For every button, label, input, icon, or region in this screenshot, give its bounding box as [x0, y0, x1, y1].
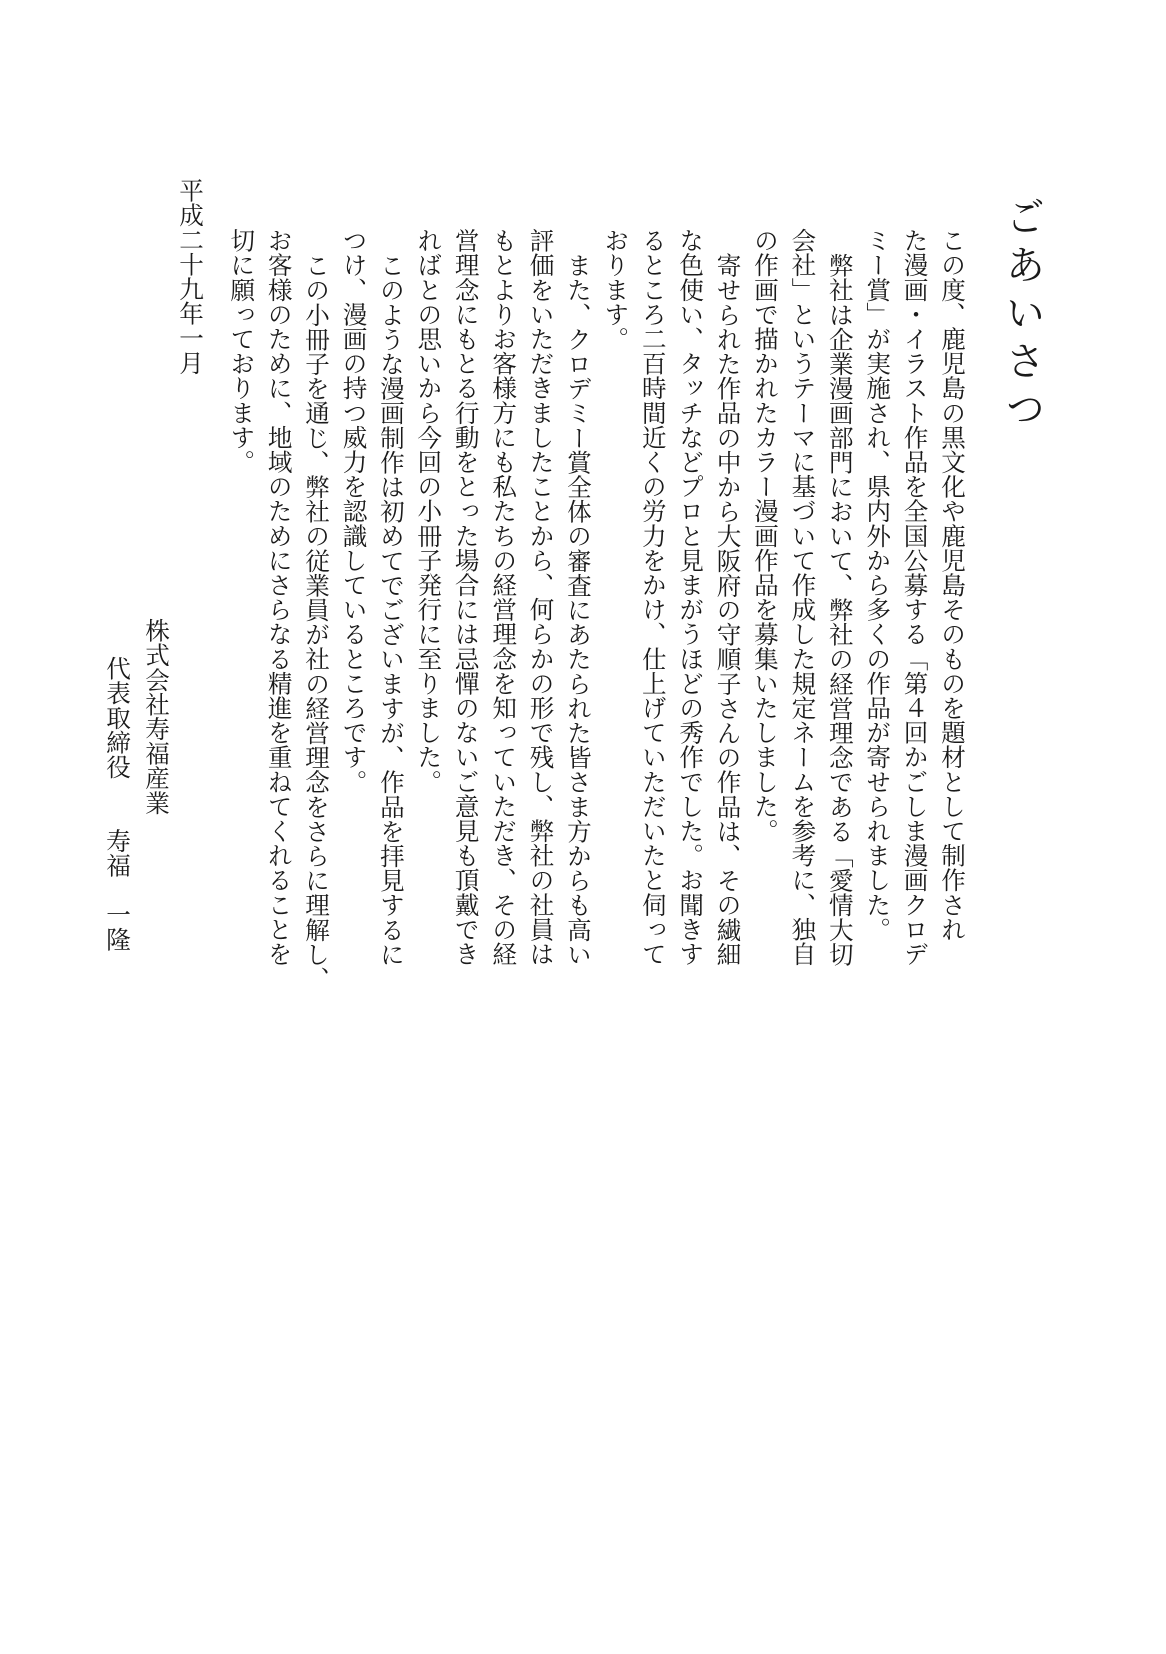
body-line: 切に願っております。	[227, 228, 257, 474]
signature	[98, 618, 176, 951]
body-line: 評価をいただきましたことから、何らかの形で残し、弊社の社員は	[526, 228, 556, 966]
body-line: な色使い、タッチなどプロと見まがうほどの秀作でした。お聞きす	[676, 228, 706, 966]
body-line: の作画で描かれたカラー漫画作品を募集いたしました。	[750, 228, 780, 843]
body-line: た漫画・イラスト作品を全国公募する「第４回かごしま漫画クロデ	[900, 228, 930, 966]
body-line: お客様のために、地域のためにさらなる精進を重ねてくれることを	[264, 228, 294, 966]
body-line: ればとの思いから今回の小冊子発行に至りました。	[414, 228, 444, 794]
body-text	[223, 228, 971, 991]
body-line: 寄せられた作品の中から大阪府の守順子さんの作品は、その繊細	[713, 252, 743, 966]
body-line: もとよりお客様方にも私たちの経営理念を知っていただき、その経	[489, 228, 519, 966]
body-line: るところ二百時間近くの労力をかけ、仕上げていただいたと伺って	[638, 228, 668, 966]
body-line: 弊社は企業漫画部門において、弊社の経営理念である「愛情大切	[825, 252, 855, 966]
representative-line	[98, 618, 137, 951]
body-line: おります。	[601, 228, 631, 351]
body-line: この度、鹿児島の黒文化や鹿児島そのものを題材として制作され	[938, 228, 967, 942]
page-title: ごあいさつ	[999, 196, 1045, 436]
body-line: つけ、漫画の持つ威力を認識しているところです。	[339, 228, 369, 794]
representative-title: 代表取締役	[103, 656, 132, 779]
company-name: 株式会社寿福産業	[142, 618, 171, 815]
body-line: ミー賞」が実施され、県内外から多くの作品が寄せられました。	[863, 228, 893, 942]
body-line: 営理念にもとる行動をとった場合には忌憚のないご意見も頂戴でき	[451, 228, 481, 966]
representative-name: 寿福 一隆	[103, 828, 132, 952]
body-line: この小冊子を通じ、弊社の従業員が社の経営理念をさらに理解し、	[302, 252, 332, 991]
body-line: また、クロデミー賞全体の審査にあたられた皆さま方からも高い	[563, 252, 593, 966]
date: 平成二十九年一月	[176, 178, 205, 375]
body-line: このような漫画制作は初めてでございますが、作品を拝見するに	[376, 252, 406, 966]
body-line: 会社」というテーマに基づいて作成した規定ネームを参考に、独自	[788, 228, 818, 966]
